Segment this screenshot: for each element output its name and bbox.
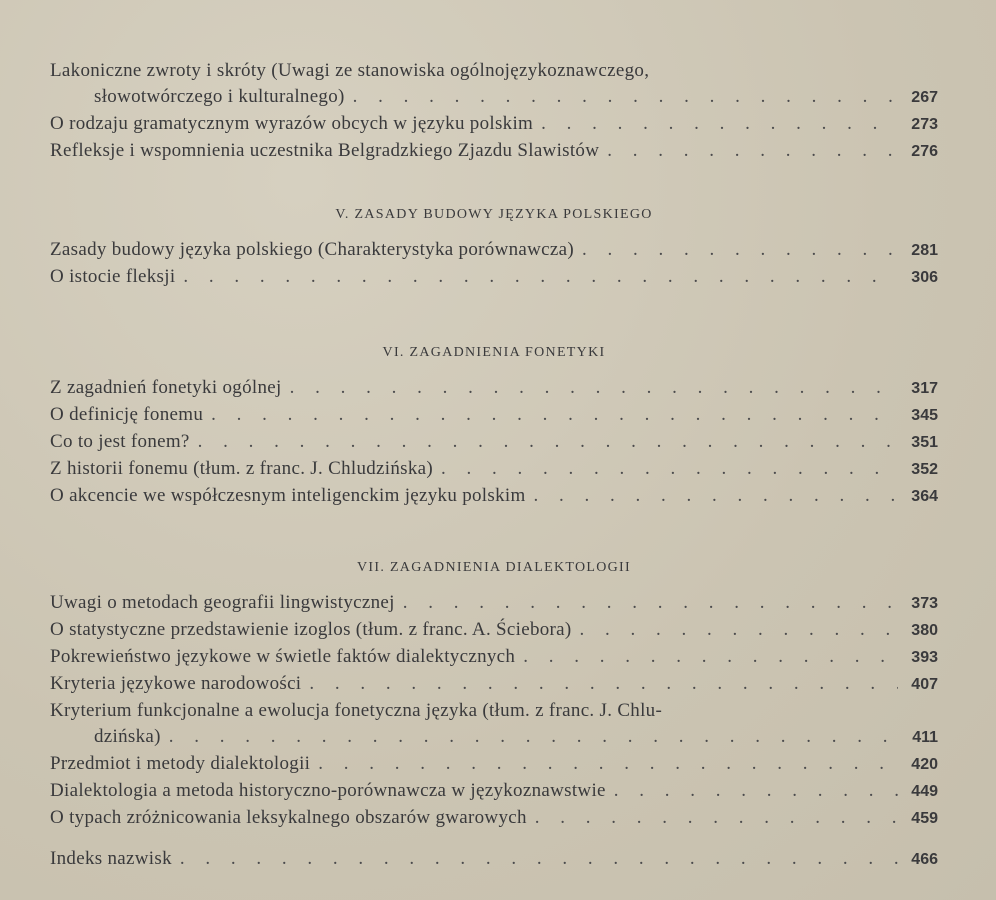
leader-dots xyxy=(614,778,898,804)
section-heading: V. ZASADY BUDOWY JĘZYKA POLSKIEGO xyxy=(335,207,653,222)
toc-entry-line xyxy=(50,237,938,264)
toc-entry-line xyxy=(50,846,938,873)
toc-entry-line xyxy=(50,138,938,165)
toc-entry xyxy=(50,805,938,832)
toc-entry-title: Kryteria językowe narodowości xyxy=(50,673,302,694)
toc-entry-title: Refleksje i wspomnienia uczestnika Belgradzkiego Zjazdu Slawistów xyxy=(50,140,600,161)
toc-entry-title: Z zagadnień fonetyki ogólnej xyxy=(50,377,282,398)
toc-page-number: 407 xyxy=(911,676,938,693)
toc-page-number: 306 xyxy=(911,269,938,286)
toc-entry-title: Zasady budowy języka polskiego (Charakterystyka porównawcza) xyxy=(50,239,574,260)
section-heading: VII. ZAGADNIENIA DIALEKTOLOGII xyxy=(357,560,631,575)
toc-page-number: 351 xyxy=(911,434,938,451)
toc-entry xyxy=(50,237,938,264)
toc-entry-line xyxy=(50,778,938,805)
toc-entry xyxy=(50,644,938,671)
leader-dots xyxy=(607,138,898,164)
toc-page-number: 411 xyxy=(912,729,938,746)
toc-page-number: 317 xyxy=(911,380,938,397)
toc-page-number: 466 xyxy=(911,851,938,868)
leader-dots xyxy=(535,805,898,831)
toc-entry-line xyxy=(50,590,938,617)
toc-entry xyxy=(50,698,938,751)
toc-entry-title-continuation: dzińska) xyxy=(94,726,161,747)
toc-entry xyxy=(50,590,938,617)
toc-entry-title: Z historii fonemu (tłum. z franc. J. Chludzińska) xyxy=(50,458,434,479)
toc-entry xyxy=(50,778,938,805)
toc-page-number: 276 xyxy=(911,143,938,160)
toc-entry-title: Pokrewieństwo językowe w świetle faktów dialektycznych xyxy=(50,646,516,667)
leader-dots xyxy=(180,846,898,872)
toc-entry xyxy=(50,671,938,698)
leader-dots xyxy=(169,724,898,750)
toc-entry-line xyxy=(50,671,938,698)
toc-entry xyxy=(50,138,938,165)
toc-entry xyxy=(50,617,938,644)
toc-entry-title: Indeks nazwisk xyxy=(50,848,172,869)
toc-entry-title: Kryterium funkcjonalne a ewolucja fonetyczna języka (tłum. z franc. J. Chlu- xyxy=(50,700,663,721)
leader-dots xyxy=(441,456,898,482)
toc-page-number: 267 xyxy=(911,89,938,106)
toc-entry xyxy=(50,264,938,291)
toc-entry-title: Dialektologia a metoda historyczno-porównawcza w językoznawstwie xyxy=(50,780,606,801)
leader-dots xyxy=(582,237,898,263)
toc-page-number: 420 xyxy=(911,756,938,773)
toc-entry-title: O akcencie we współczesnym inteligenckim języku polskim xyxy=(50,485,526,506)
toc-page-number: 380 xyxy=(911,622,938,639)
toc-entry xyxy=(50,375,938,402)
toc-page-number: 281 xyxy=(911,242,938,259)
toc-entry-line xyxy=(50,617,938,644)
toc-entry xyxy=(50,111,938,138)
toc-entry-line xyxy=(50,429,938,456)
toc-page-number: 449 xyxy=(911,783,938,800)
toc-entry xyxy=(50,846,938,873)
toc-entry-line xyxy=(50,644,938,671)
toc-page-number: 352 xyxy=(911,461,938,478)
leader-dots xyxy=(211,402,898,428)
leader-dots xyxy=(183,264,898,290)
leader-dots xyxy=(309,671,898,697)
leader-dots xyxy=(318,751,898,777)
leader-dots xyxy=(290,375,898,401)
toc-entry-line xyxy=(50,111,938,138)
toc-entry-title: Przedmiot i metody dialektologii xyxy=(50,753,311,774)
toc-entry-line xyxy=(50,264,938,291)
toc-entry xyxy=(50,429,938,456)
toc-entry-line xyxy=(50,84,938,111)
leader-dots xyxy=(534,483,898,509)
toc-entry-title: O typach zróżnicowania leksykalnego obszarów gwarowych xyxy=(50,807,527,828)
toc-entry-line xyxy=(50,375,938,402)
toc-entry xyxy=(50,402,938,429)
toc-entry-line xyxy=(50,805,938,832)
toc-entry-title: Uwagi o metodach geografii lingwistycznej xyxy=(50,592,395,613)
leader-dots xyxy=(541,111,898,137)
leader-dots xyxy=(523,644,898,670)
toc-entry-title-continuation: słowotwórczego i kulturalnego) xyxy=(94,86,345,107)
toc-entry-line xyxy=(50,724,938,751)
toc-entry-title: O definicję fonemu xyxy=(50,404,204,425)
leader-dots xyxy=(353,84,898,110)
toc-entry-title: O rodzaju gramatycznym wyrazów obcych w języku polskim xyxy=(50,113,534,134)
toc-entry xyxy=(50,751,938,778)
toc-entry-line xyxy=(50,751,938,778)
toc-page-number: 459 xyxy=(911,810,938,827)
toc-entry-title: O statystyczne przedstawienie izoglos (tłum. z franc. A. Ściebora) xyxy=(50,619,572,640)
toc-entry-line xyxy=(50,698,938,724)
toc-page-number: 373 xyxy=(911,595,938,612)
toc-entry-title: Lakoniczne zwroty i skróty (Uwagi ze stanowiska ogólnojęzykoznawczego, xyxy=(50,60,650,81)
toc-page-number: 345 xyxy=(911,407,938,424)
toc-page-number: 393 xyxy=(911,649,938,666)
table-of-contents xyxy=(50,58,938,873)
toc-entry-line xyxy=(50,402,938,429)
leader-dots xyxy=(198,429,898,455)
toc-page-number: 364 xyxy=(911,488,938,505)
toc-entry-line xyxy=(50,58,938,84)
toc-entry-line xyxy=(50,483,938,510)
toc-page-number: 273 xyxy=(911,116,938,133)
toc-entry-line xyxy=(50,456,938,483)
toc-entry-title: Co to jest fonem? xyxy=(50,431,190,452)
toc-entry-title: O istocie fleksji xyxy=(50,266,176,287)
leader-dots xyxy=(580,617,898,643)
toc-entry xyxy=(50,456,938,483)
toc-entry xyxy=(50,483,938,510)
section-heading: VI. ZAGADNIENIA FONETYKI xyxy=(382,345,606,360)
toc-entry xyxy=(50,58,938,111)
leader-dots xyxy=(403,590,898,616)
